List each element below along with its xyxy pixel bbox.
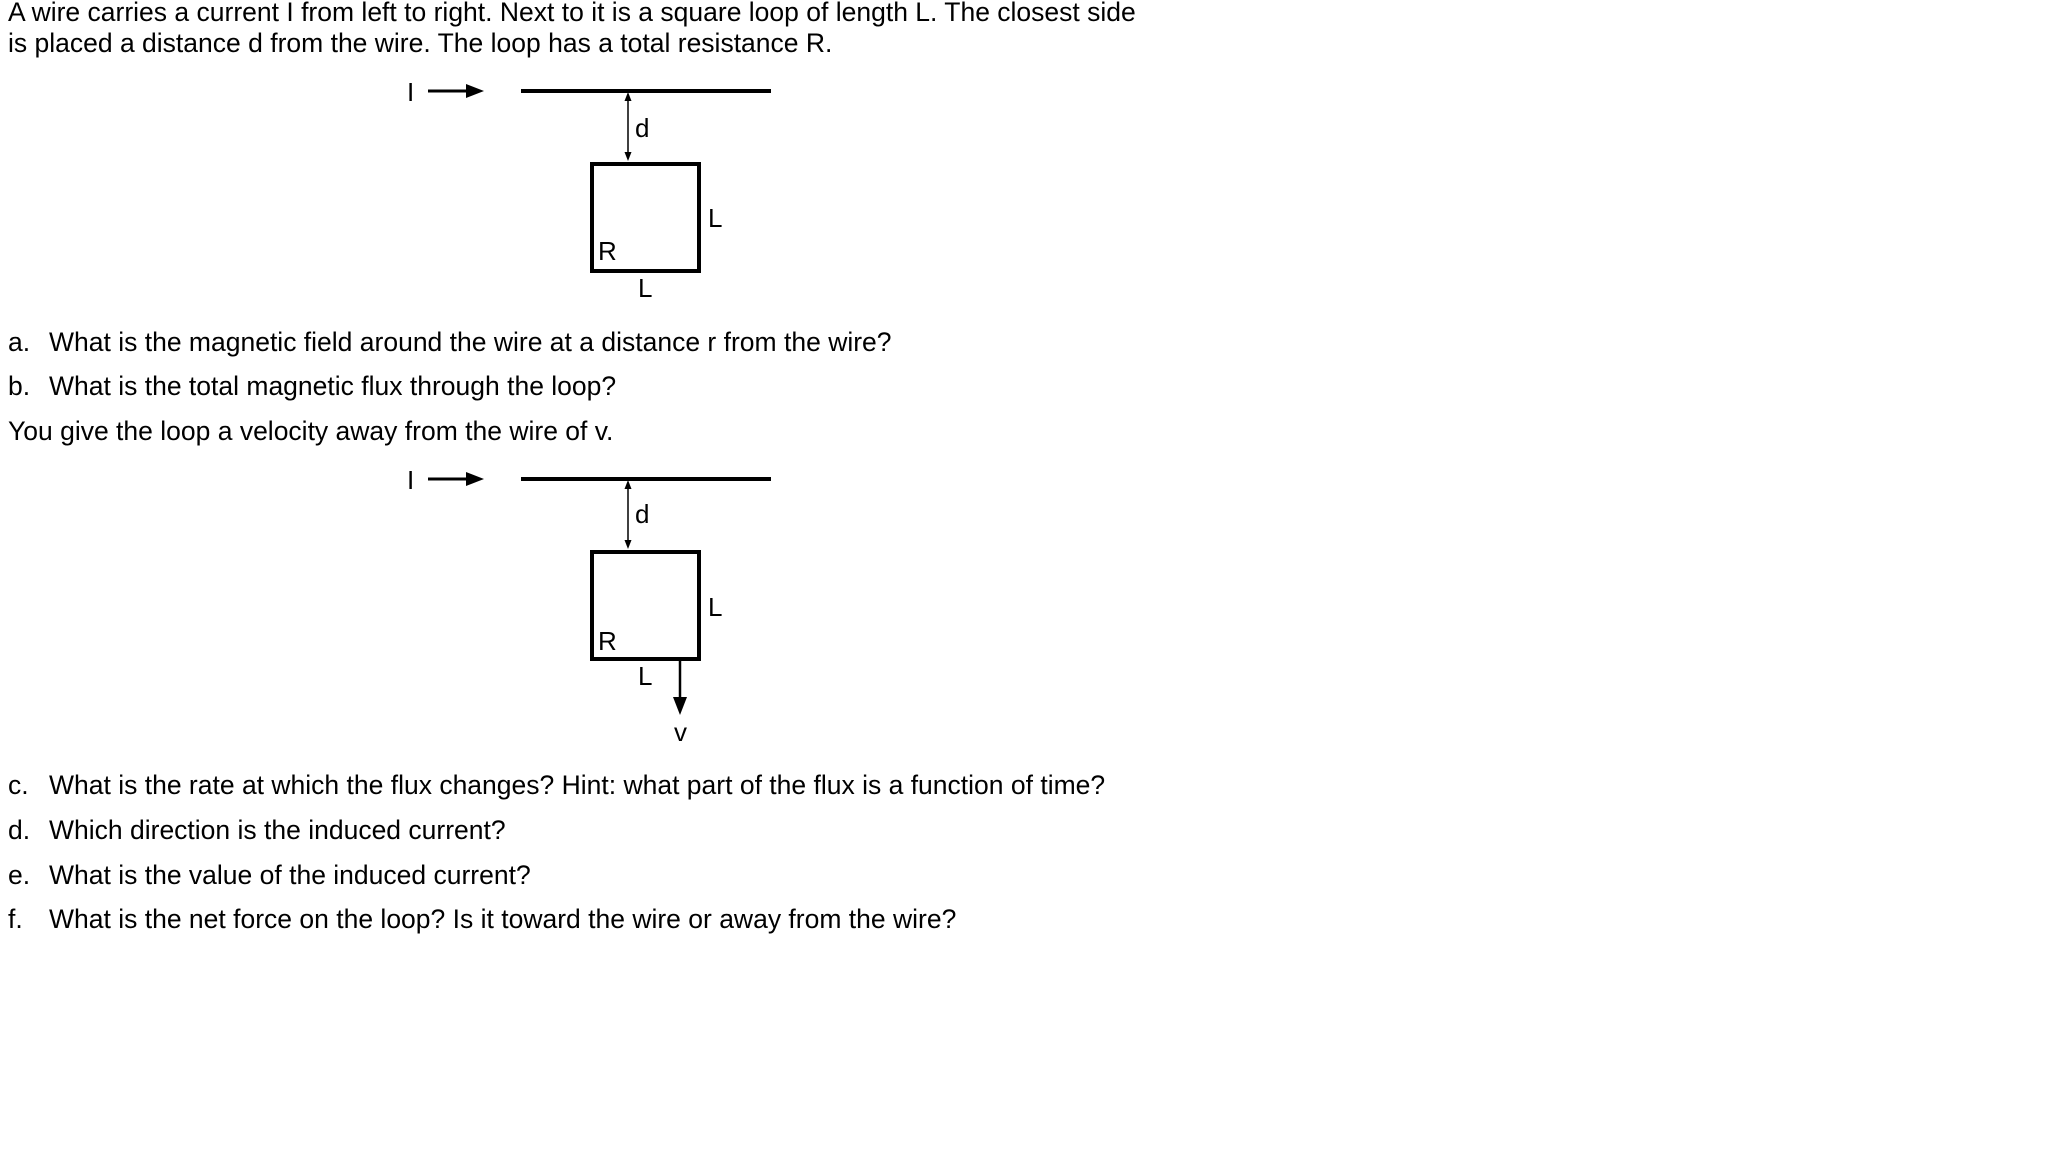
question-d [8,815,506,846]
wire-loop-diagram-2 [0,450,900,750]
side-label-bottom: L [638,661,653,691]
velocity-statement: You give the loop a velocity away from the wire of v. [8,416,614,446]
current-arrowhead [466,472,484,486]
question-text: What is the rate at which the flux changes? Hint: what part of the flux is a function of time? [49,770,1106,800]
resistance-label: R [598,626,617,656]
question-b [8,371,616,402]
question-label: a. [8,327,31,357]
distance-label: d [635,113,650,143]
intro-line-2: is placed a distance d from the wire. The loop has a total resistance R. [8,28,833,58]
question-a [8,327,892,358]
problem-intro [8,0,1136,59]
distance-label: d [635,499,650,529]
side-label-bottom: L [638,273,653,303]
distance-arrowhead-bottom [625,152,632,161]
side-label-right: L [708,203,723,233]
intro-line-1: A wire carries a current I from left to right. Next to it is a square loop of length L. The closest side [8,0,1136,27]
question-text: What is the value of the induced current? [49,860,531,890]
question-text: What is the net force on the loop? Is it toward the wire or away from the wire? [49,904,957,934]
resistance-label: R [598,236,617,266]
distance-arrowhead-bottom [625,540,632,549]
velocity-arrowhead [673,697,687,715]
question-text: Which direction is the induced current? [49,815,506,845]
velocity-label: v [674,717,687,747]
question-label: d. [8,815,31,845]
question-c [8,770,1105,801]
current-arrowhead [466,84,484,98]
side-label-right: L [708,592,723,622]
question-e [8,860,531,891]
question-label: b. [8,371,31,401]
question-label: f. [8,904,23,934]
question-text: What is the magnetic field around the wire at a distance r from the wire? [49,327,892,357]
distance-arrowhead-top [625,92,632,101]
question-label: e. [8,860,31,890]
distance-arrowhead-top [625,480,632,489]
question-f [8,904,956,935]
question-label: c. [8,770,29,800]
current-label: I [407,77,415,107]
wire-loop-diagram-1 [0,60,900,310]
current-label: I [407,465,415,495]
question-text: What is the total magnetic flux through the loop? [49,371,617,401]
